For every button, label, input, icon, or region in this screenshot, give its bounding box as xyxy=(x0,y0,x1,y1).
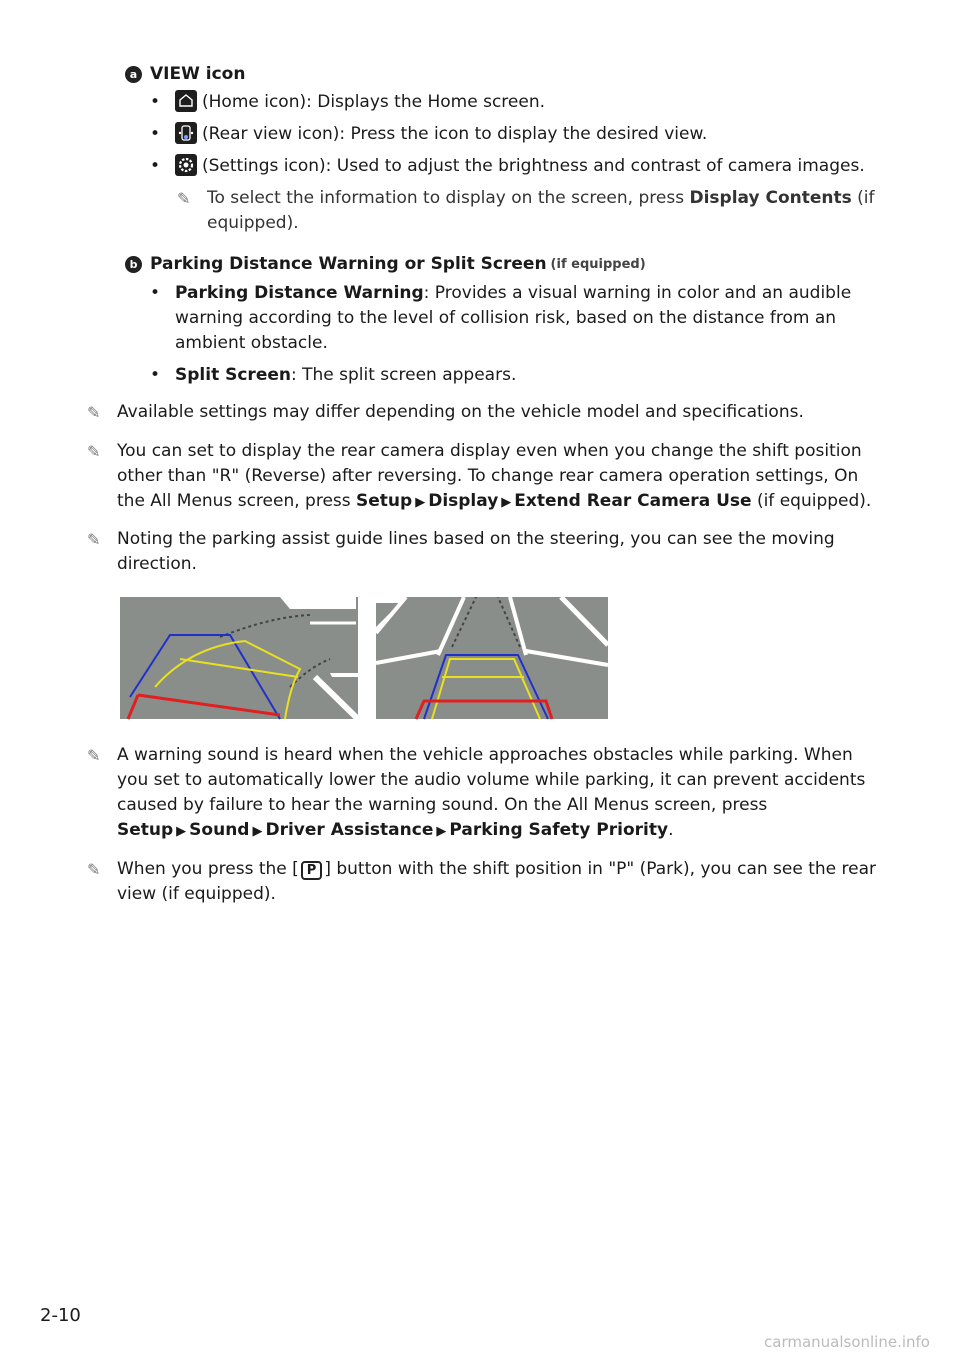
section-marker-a: a xyxy=(125,66,142,83)
section-title: VIEW icon xyxy=(150,64,246,84)
parking-guide-diagram xyxy=(120,597,610,729)
list-item-pdw: • Parking Distance Warning: Provides a visual warning in color and an audible warning according to the level of collision risk, based on the distance from an ambient obstacle. xyxy=(150,283,852,353)
note-pencil-icon: ✎ xyxy=(87,746,101,765)
guide-panel-steering xyxy=(120,597,360,721)
note-warning-sound: ✎ A warning sound is heard when the vehicle approaches obstacles while parking. When you set to automatically lower the audio volume while parking, it can prevent accidents caused by failure to hear the warning sound. On the All Menus screen, press Setup ▶ Sound ▶ Driver Assistance ▶ Parking Safety Priority. xyxy=(87,743,877,844)
list-item-settings: • (Settings icon): Used to adjust the brightness and contrast of camera images. xyxy=(150,156,865,176)
rear-view-icon xyxy=(175,122,197,144)
note-guide-lines: ✎ Noting the parking assist guide lines based on the steering, you can see the moving direction. xyxy=(87,527,877,577)
menu-path-driver-assistance: Driver Assistance xyxy=(265,820,434,840)
guide-panel-straight xyxy=(376,597,608,719)
section-heading-parking-distance xyxy=(125,252,646,277)
note-pencil-icon: ✎ xyxy=(177,189,191,208)
note-pencil-icon: ✎ xyxy=(87,442,101,461)
menu-path-setup: Setup xyxy=(117,820,174,840)
note-pencil-icon: ✎ xyxy=(87,403,101,422)
note-extend-rear-camera: ✎ You can set to display the rear camera display even when you change the shift position other than "R" (Reverse) after reversing. To change rear camera operation settings, On the All Menus screen, press Setup ▶ Display ▶ Extend Rear Camera Use (if equipped). xyxy=(87,439,877,515)
arrow-right-icon: ▶ xyxy=(501,495,512,510)
list-item-rear-view: • (Rear view icon): Press the icon to display the desired view. xyxy=(150,124,708,144)
menu-path-extend-rear-camera: Extend Rear Camera Use xyxy=(514,491,752,511)
note-park-button: ✎ When you press the [ P ] button with the shift position in "P" (Park), you can see the rear view (if equipped). xyxy=(87,857,877,907)
page-number: 2-10 xyxy=(40,1305,81,1326)
arrow-right-icon: ▶ xyxy=(436,824,447,839)
home-icon xyxy=(175,90,197,112)
menu-path-setup: Setup xyxy=(356,491,413,511)
arrow-right-icon: ▶ xyxy=(415,495,426,510)
menu-path-sound: Sound xyxy=(189,820,250,840)
if-equipped-label: (if equipped) xyxy=(550,257,646,272)
rear-view-icon-description: (Rear view icon): Press the icon to display the desired view. xyxy=(202,124,708,144)
arrow-right-icon: ▶ xyxy=(176,824,187,839)
list-item-split-screen: • Split Screen: The split screen appears. xyxy=(150,365,517,385)
arrow-right-icon: ▶ xyxy=(252,824,263,839)
section-title: Parking Distance Warning or Split Screen xyxy=(150,254,547,274)
list-item-home: • (Home icon): Displays the Home screen. xyxy=(150,92,545,112)
display-contents-label: Display Contents xyxy=(689,188,852,208)
parking-button-icon: P xyxy=(301,861,323,880)
section-heading-view-icon xyxy=(125,62,245,87)
home-icon-description: (Home icon): Displays the Home screen. xyxy=(202,92,545,112)
watermark: carmanualsonline.info xyxy=(764,1333,930,1351)
note-pencil-icon: ✎ xyxy=(87,530,101,549)
note-display-contents: ✎ To select the information to display on the screen, press Display Contents (if equipped). xyxy=(177,186,877,236)
pdw-label: Parking Distance Warning xyxy=(175,283,424,303)
settings-icon xyxy=(175,154,197,176)
settings-icon-description: (Settings icon): Used to adjust the brightness and contrast of camera images. xyxy=(202,156,865,176)
menu-path-parking-safety: Parking Safety Priority xyxy=(449,820,669,840)
menu-path-display: Display xyxy=(428,491,499,511)
note-available-settings: ✎ Available settings may differ depending on the vehicle model and specifications. xyxy=(87,400,877,425)
split-screen-label: Split Screen xyxy=(175,365,291,385)
section-marker-b: b xyxy=(125,256,142,273)
note-pencil-icon: ✎ xyxy=(87,860,101,879)
